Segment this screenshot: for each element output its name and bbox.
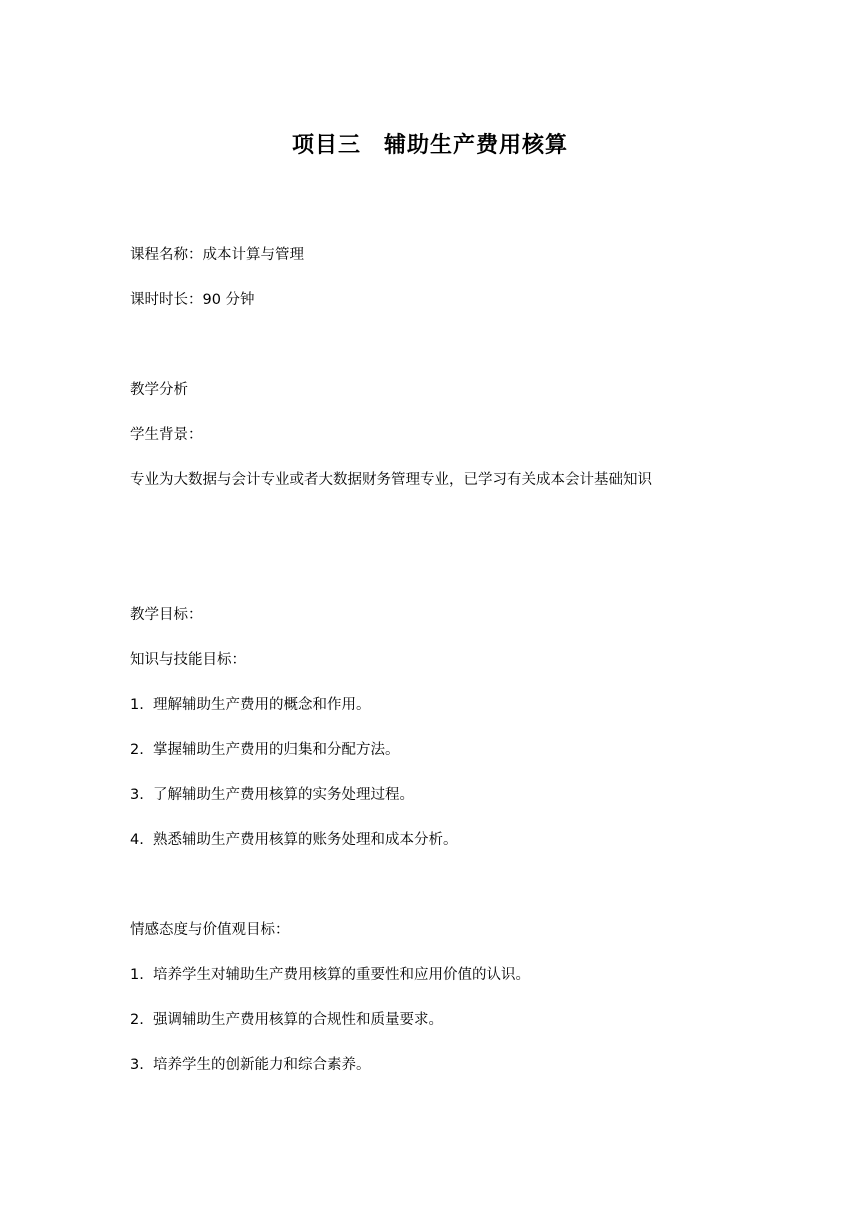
attitude-value-item: 1. 培养学生对辅助生产费用核算的重要性和应用价值的认识。 bbox=[130, 967, 531, 983]
attitude-value-item: 2. 强调辅助生产费用核算的合规性和质量要求。 bbox=[130, 1012, 444, 1028]
document-title: 项目三 辅助生产费用核算 bbox=[291, 133, 568, 158]
course-duration: 课时时长：90 分钟 bbox=[130, 292, 255, 308]
teaching-objectives-heading: 教学目标： bbox=[130, 607, 203, 623]
teaching-analysis-heading: 教学分析 bbox=[130, 382, 188, 398]
attitude-value-heading: 情感态度与价值观目标： bbox=[130, 922, 290, 938]
knowledge-skill-heading: 知识与技能目标： bbox=[130, 652, 246, 668]
attitude-value-item: 3. 培养学生的创新能力和综合素养。 bbox=[130, 1057, 371, 1073]
knowledge-skill-item: 1. 理解辅助生产费用的概念和作用。 bbox=[130, 697, 371, 713]
student-background-text: 专业为大数据与会计专业或者大数据财务管理专业，已学习有关成本会计基础知识 bbox=[130, 472, 652, 488]
knowledge-skill-item: 4. 熟悉辅助生产费用核算的账务处理和成本分析。 bbox=[130, 832, 458, 848]
student-background-label: 学生背景： bbox=[130, 427, 203, 443]
knowledge-skill-item: 2. 掌握辅助生产费用的归集和分配方法。 bbox=[130, 742, 400, 758]
course-name: 课程名称：成本计算与管理 bbox=[130, 247, 304, 263]
knowledge-skill-item: 3. 了解辅助生产费用核算的实务处理过程。 bbox=[130, 787, 415, 803]
